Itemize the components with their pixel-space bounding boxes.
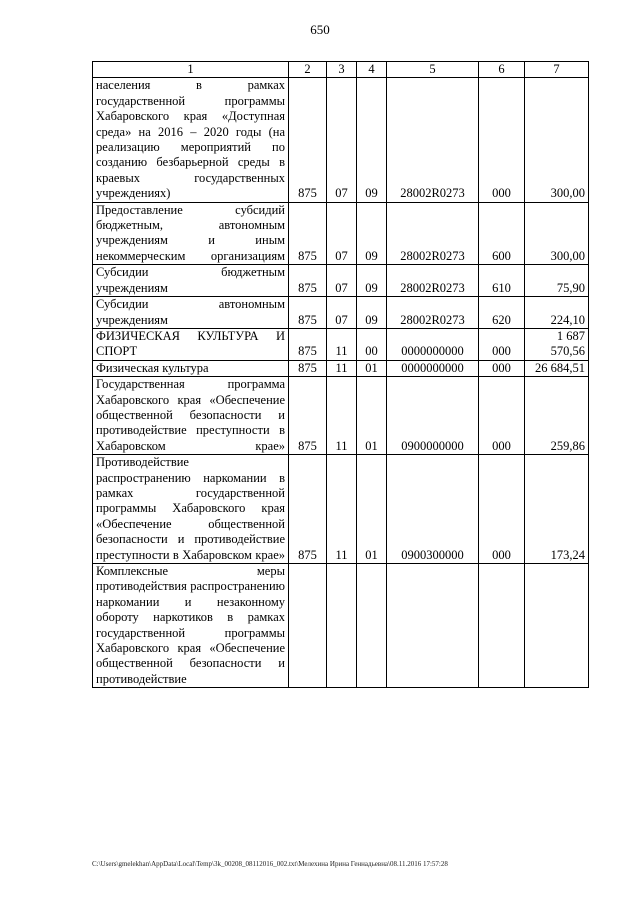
column-header: 6 (479, 62, 525, 78)
page-number: 650 (310, 22, 330, 37)
row-ministry-code: 875 (289, 328, 327, 360)
row-name: Физическая культура (93, 360, 289, 376)
row-section: 07 (327, 78, 357, 202)
row-section: 07 (327, 202, 357, 265)
row-section: 07 (327, 297, 357, 329)
row-target-article: 0900300000 (387, 455, 479, 564)
row-subsection: 00 (357, 328, 387, 360)
row-target-article: 0900000000 (387, 377, 479, 455)
row-expense-type: 000 (479, 377, 525, 455)
row-expense-type: 000 (479, 455, 525, 564)
row-ministry-code (289, 564, 327, 688)
row-amount: 300,00 (525, 202, 589, 265)
row-target-article: 0000000000 (387, 360, 479, 376)
row-target-article: 28002R0273 (387, 297, 479, 329)
row-ministry-code: 875 (289, 265, 327, 297)
table-header-row (93, 62, 589, 78)
row-section: 11 (327, 328, 357, 360)
row-ministry-code: 875 (289, 78, 327, 202)
row-target-article: 28002R0273 (387, 202, 479, 265)
row-section: 07 (327, 265, 357, 297)
row-expense-type: 000 (479, 360, 525, 376)
row-name: Субсидии автономным учреждениям (93, 297, 289, 329)
row-expense-type: 000 (479, 78, 525, 202)
row-section: 11 (327, 455, 357, 564)
column-header: 3 (327, 62, 357, 78)
row-target-article: 28002R0273 (387, 265, 479, 297)
table-row (93, 455, 589, 564)
row-subsection: 01 (357, 377, 387, 455)
row-expense-type: 600 (479, 202, 525, 265)
row-section: 11 (327, 360, 357, 376)
document-footer-path: C:\Users\gmelekhan\AppData\Local\Temp\3k_00208_08112016_002.txt\Мелехина Ирина Геннадьевна\08.11.2016 17:57:28 (92, 860, 448, 868)
table-row (93, 297, 589, 329)
table-row (93, 265, 589, 297)
row-target-article (387, 564, 479, 688)
row-ministry-code: 875 (289, 202, 327, 265)
row-ministry-code: 875 (289, 455, 327, 564)
row-subsection (357, 564, 387, 688)
row-amount: 300,00 (525, 78, 589, 202)
row-amount: 224,10 (525, 297, 589, 329)
row-name: Комплексные меры противодействия распространению наркомании и незаконному обороту наркотиков в рамках государственной программы Хабаровского края «Обеспечение общественной безопасности и противодействие (93, 564, 289, 688)
table-row (93, 78, 589, 202)
row-ministry-code: 875 (289, 360, 327, 376)
row-name: Государственная программа Хабаровского края «Обеспечение общественной безопасности и противодействие преступности в Хабаровском крае» (93, 377, 289, 455)
column-header: 7 (525, 62, 589, 78)
column-header: 5 (387, 62, 479, 78)
table-row (93, 202, 589, 265)
row-expense-type: 000 (479, 328, 525, 360)
table-row (93, 360, 589, 376)
row-expense-type: 620 (479, 297, 525, 329)
budget-table (92, 61, 589, 688)
row-subsection: 01 (357, 455, 387, 564)
table-row (93, 564, 589, 688)
row-name: населения в рамках государственной программы Хабаровского края «Доступная среда» на 2016 – 2020 годы (на реализацию мероприятий по созданию безбарьерной среды в краевых государственных учреждениях) (93, 78, 289, 202)
row-amount: 173,24 (525, 455, 589, 564)
column-header: 4 (357, 62, 387, 78)
row-amount: 1 687 570,56 (525, 328, 589, 360)
row-ministry-code: 875 (289, 297, 327, 329)
row-name: Предоставление субсидий бюджетным, автономным учреждениям и иным некоммерческим организациям (93, 202, 289, 265)
row-amount: 259,86 (525, 377, 589, 455)
row-subsection: 09 (357, 78, 387, 202)
row-amount: 26 684,51 (525, 360, 589, 376)
row-ministry-code: 875 (289, 377, 327, 455)
column-header: 2 (289, 62, 327, 78)
row-name: Субсидии бюджетным учреждениям (93, 265, 289, 297)
row-section (327, 564, 357, 688)
row-target-article: 28002R0273 (387, 78, 479, 202)
row-subsection: 09 (357, 297, 387, 329)
row-subsection: 09 (357, 265, 387, 297)
row-subsection: 09 (357, 202, 387, 265)
row-subsection: 01 (357, 360, 387, 376)
table-row (93, 328, 589, 360)
row-name: ФИЗИЧЕСКАЯ КУЛЬТУРА И СПОРТ (93, 328, 289, 360)
row-amount: 75,90 (525, 265, 589, 297)
row-section: 11 (327, 377, 357, 455)
row-name: Противодействие распространению наркомании в рамках государственной программы Хабаровского края «Обеспечение общественной безопасности и противодействие преступности в Хабаровском крае» (93, 455, 289, 564)
column-header: 1 (93, 62, 289, 78)
row-expense-type: 610 (479, 265, 525, 297)
row-target-article: 0000000000 (387, 328, 479, 360)
table-row (93, 377, 589, 455)
row-expense-type (479, 564, 525, 688)
row-amount (525, 564, 589, 688)
